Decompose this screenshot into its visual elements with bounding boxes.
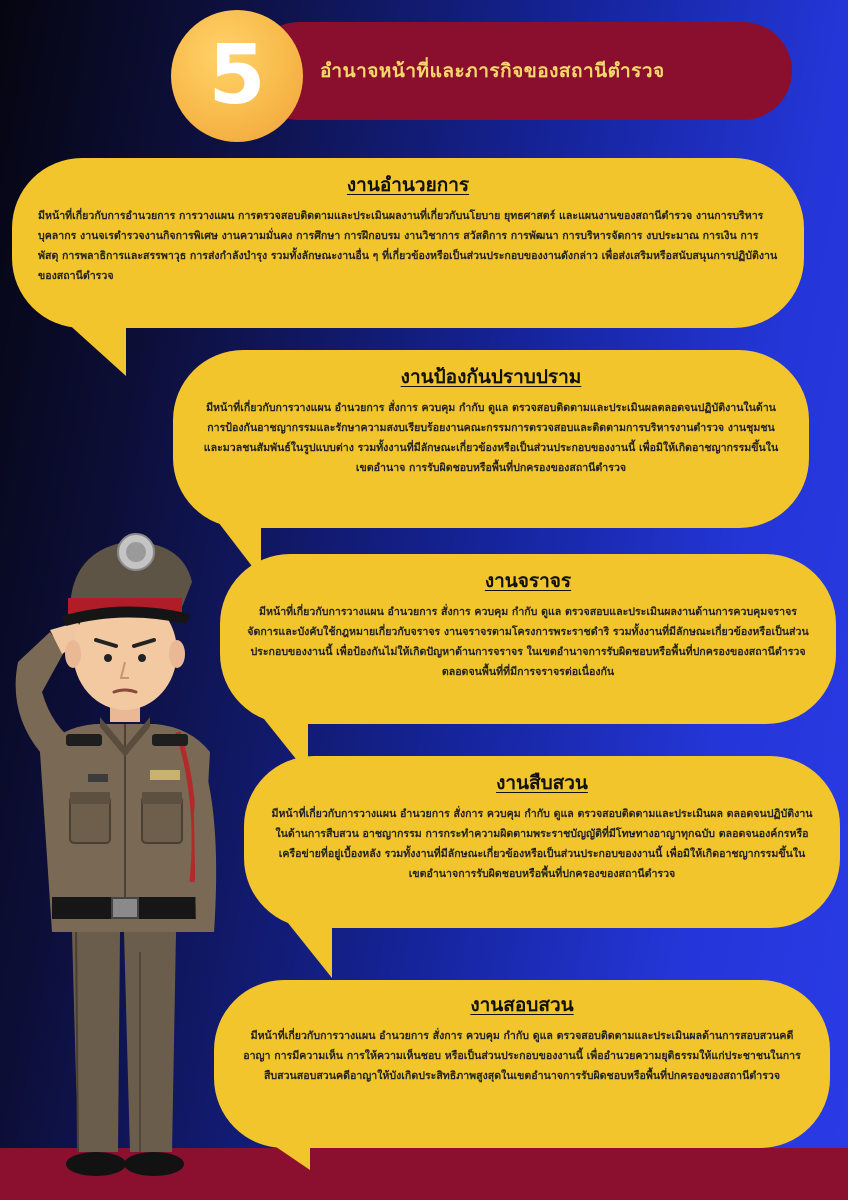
section-title: งานป้องกันปราบปราม	[400, 366, 582, 388]
speech-tail	[260, 1136, 310, 1170]
police-officer-illustration	[0, 512, 250, 1200]
section-admin	[12, 158, 804, 328]
section-body: มีหน้าที่เกี่ยวกับการวางแผน อำนวยการ สั่งการ ควบคุม กำกับ ดูแล ตรวจสอบติดตามและประเมินผลด้านการสอบสวนคดีอาญา การมีความเห็น การให้ความเห็นชอบ หรือเป็นส่วนประกอบของงานนี้ เพื่ออำนวยความยุติธรรมให้แก่ประชาชนในการสืบสวนสอบสวนคดีอาญาให้บังเกิดประสิทธิภาพสูงสุดในเขตอำนาจการรับผิดชอบหรือพื้นที่ปกครองของสถานีตำรวจ	[243, 1030, 801, 1082]
section-body: มีหน้าที่เกี่ยวกับการวางแผน อำนวยการ สั่งการ ควบคุม กำกับ ดูแล ตรวจสอบติดตามและประเมินผล ตลอดจนปฏิบัติงานในด้านการสืบสวน อาชญากรรม การกระทำความผิดตามพระราชบัญญัติที่มีโทษทางอาญาทุกฉบับ ตลอดจนองค์กรหรือเครือข่ายที่อยู่เบื้องหลัง รวมทั้งงานที่มีลักษณะเกี่ยวข้องหรือเป็นส่วนประกอบของงานนี้ เพื่อมิให้เกิดอาชญากรรมขึ้นในเขตอำนาจการรับผิดชอบหรือพื้นที่ปกครองของสถานีตำรวจ	[271, 808, 813, 880]
section-body: มีหน้าที่เกี่ยวกับการวางแผน อำนวยการ สั่งการ ควบคุม กำกับ ดูแล ตรวจสอบและประเมินผลงานด้านการควบคุมจราจร จัดการและบังคับใช้กฎหมายเกี่ยวกับจราจร งานจราจรตามโครงการพระราชดำริ รวมทั้งงานที่มีลักษณะเกี่ยวข้องหรือเป็นส่วนประกอบของงานนี้ เพื่อป้องกันไม่ให้เกิดปัญหาด้านการจราจร ในเขตอำนาจการรับผิดชอบหรือพื้นที่ปกครองของสถานีตำรวจ ตลอดจนพื้นที่ที่มีการจราจรต่อเนื่องกัน	[247, 606, 809, 678]
speech-tail	[284, 918, 332, 978]
section-title: งานอำนวยการ	[346, 174, 470, 196]
section-title: งานสอบสวน	[470, 994, 574, 1016]
section-title: งานจราจร	[484, 570, 572, 592]
section-inquiry	[214, 980, 830, 1148]
section-traffic	[220, 554, 836, 724]
section-body: มีหน้าที่เกี่ยวกับการอำนวยการ การวางแผน การตรวจสอบติดตามและประเมินผลงานที่เกี่ยวกับนโยบาย ยุทธศาสตร์ และแผนงานของสถานีตำรวจ งานการบริหารบุคลากร งานจเรตำรวจงานกิจการพิเศษ งานความมั่นคง การศึกษา การฝึกอบรม งานวิชาการ สวัสดิการ การพัฒนา การบริหารจัดการ งบประมาณ การเงิน การพัสดุ การพลาธิการและสรรพาวุธ การส่งกำลังบำรุง รวมทั้งลักษณะงานอื่น ๆ ที่เกี่ยวข้องหรือเป็นส่วนประกอบของงานดังกล่าว เพื่อส่งเสริมหรือสนับสนุนการปฏิบัติงานของสถานีตำรวจ	[38, 210, 778, 282]
section-investigation	[244, 756, 840, 928]
section-body: มีหน้าที่เกี่ยวกับการวางแผน อำนวยการ สั่งการ ควบคุม กำกับ ดูแล ตรวจสอบติดตามและประเมินผลตลอดจนปฏิบัติงานในด้านการป้องกันอาชญากรรมและรักษาความสงบเรียบร้อยงานคณะกรรมการตรวจสอบและติดตามการบริหารงานตำรวจ งานชุมชนและมวลชนสัมพันธ์ในรูปแบบต่าง รวมทั้งงานที่มีลักษณะเกี่ยวข้องหรือเป็นส่วนประกอบของงานนี้ เพื่อมิให้เกิดอาชญากรรมขึ้นในเขตอำนาจ การรับผิดชอบหรือพื้นที่ปกครองของสถานีตำรวจ	[203, 402, 779, 474]
number-text: 5	[208, 28, 266, 123]
page-title: อำนาจหน้าที่และภารกิจของสถานีตำรวจ	[320, 60, 665, 82]
speech-tail	[64, 320, 126, 376]
section-title: งานสืบสวน	[496, 772, 588, 794]
officer-legs	[72, 932, 176, 1152]
number-badge	[171, 10, 303, 142]
section-crime-prevention	[173, 350, 809, 528]
